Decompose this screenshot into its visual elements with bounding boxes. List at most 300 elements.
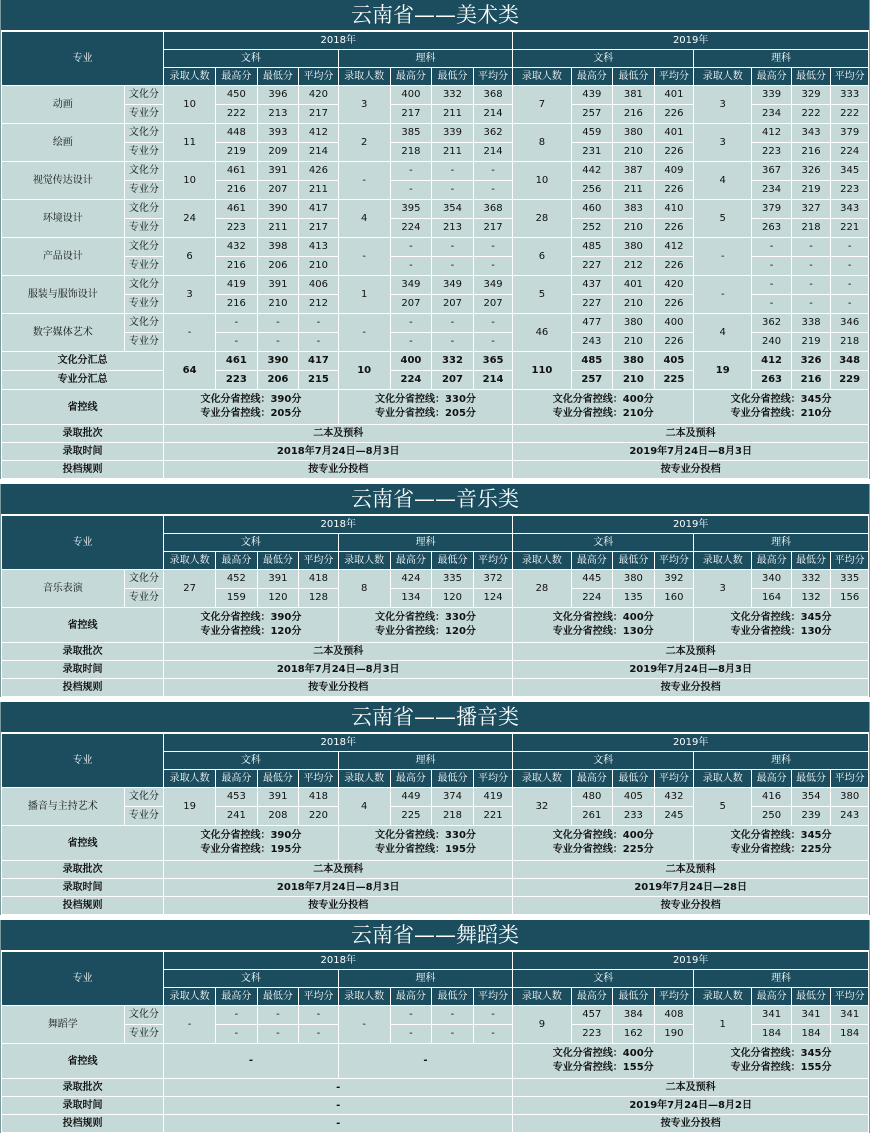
- year-header: 2018年: [164, 734, 513, 752]
- pro-score: 184: [831, 1025, 869, 1044]
- pro-score: 231: [571, 143, 613, 162]
- pro-score: 263: [752, 219, 791, 238]
- culture-score: -: [473, 238, 513, 257]
- culture-score: 326: [791, 162, 830, 181]
- track-header: 文科: [164, 970, 339, 988]
- culture-score: -: [390, 314, 432, 333]
- column-header: 平均分: [654, 552, 693, 570]
- pro-score: 120: [257, 589, 299, 608]
- pro-score: -: [831, 295, 869, 314]
- section-title: 云南省——播音类: [1, 702, 869, 733]
- control-line-text: 文化分省控线：330分: [375, 830, 476, 841]
- score-type-label: 文化分: [124, 200, 163, 219]
- admit-count: -: [694, 276, 752, 314]
- admit-count: -: [338, 314, 390, 352]
- pro-score: -: [257, 333, 299, 352]
- pro-score: 207: [257, 181, 299, 200]
- column-header: 最低分: [432, 770, 474, 788]
- score-type-label: 专业分: [124, 295, 163, 314]
- pro-score: 216: [791, 143, 830, 162]
- column-header: 最低分: [613, 68, 655, 86]
- column-header: 平均分: [654, 770, 693, 788]
- major-name: 环境设计: [2, 200, 125, 238]
- pro-score: 218: [432, 807, 474, 826]
- culture-score: 413: [299, 238, 338, 257]
- pro-score: 212: [299, 295, 338, 314]
- column-header: 最低分: [257, 988, 299, 1006]
- info-label: 投档规则: [2, 1115, 164, 1133]
- score-table: [1, 733, 869, 915]
- culture-score: 396: [257, 86, 299, 105]
- culture-score: -: [390, 162, 432, 181]
- summary-pro: 214: [473, 371, 513, 390]
- control-line-text: 文化分省控线：345分: [730, 612, 832, 623]
- score-type-label: 文化分: [124, 162, 163, 181]
- table-row: [2, 200, 869, 219]
- pro-score: 226: [654, 181, 693, 200]
- control-line-value: [164, 390, 339, 425]
- summary-culture: 348: [831, 352, 869, 371]
- year-header: 2019年: [513, 32, 869, 50]
- culture-score: 439: [571, 86, 613, 105]
- pro-score: 162: [613, 1025, 655, 1044]
- culture-score: 340: [752, 570, 791, 589]
- pro-score: -: [216, 1025, 258, 1044]
- culture-score: 341: [791, 1006, 830, 1025]
- score-type-label: 专业分: [124, 589, 163, 608]
- control-line-text: 专业分省控线：130分: [730, 626, 832, 637]
- pro-score: -: [473, 257, 513, 276]
- summary-culture: 365: [473, 352, 513, 371]
- culture-score: 338: [791, 314, 830, 333]
- column-header: 录取人数: [338, 770, 390, 788]
- pro-score: 135: [613, 589, 655, 608]
- pro-score: 261: [571, 807, 613, 826]
- pro-score: 219: [216, 143, 258, 162]
- score-type-label: 文化分: [124, 570, 163, 589]
- pro-score: 234: [752, 105, 791, 124]
- pro-score: 128: [299, 589, 338, 608]
- column-header: 录取人数: [338, 552, 390, 570]
- column-header: 最低分: [613, 552, 655, 570]
- section-2: [0, 702, 870, 915]
- pro-score: 210: [613, 295, 655, 314]
- pro-score: 221: [831, 219, 869, 238]
- pro-score: 218: [791, 219, 830, 238]
- control-line-label: 省控线: [2, 608, 164, 643]
- culture-score: 457: [571, 1006, 613, 1025]
- info-value: 二本及预科: [164, 643, 513, 661]
- column-header: 录取人数: [164, 770, 216, 788]
- pro-score: 190: [654, 1025, 693, 1044]
- pro-score: -: [432, 1025, 474, 1044]
- control-line-value: [513, 390, 694, 425]
- control-line-text: 专业分省控线：205分: [200, 408, 302, 419]
- section-title: 云南省——美术类: [1, 0, 869, 31]
- admit-count: 10: [513, 162, 571, 200]
- pro-score: -: [473, 333, 513, 352]
- culture-score: -: [216, 314, 258, 333]
- column-header: 最高分: [216, 552, 258, 570]
- section-1: [0, 484, 870, 697]
- pro-score: 218: [390, 143, 432, 162]
- pro-score: 217: [299, 105, 338, 124]
- culture-score: 362: [473, 124, 513, 143]
- track-header: 理科: [338, 752, 513, 770]
- culture-score: 437: [571, 276, 613, 295]
- column-header: 平均分: [831, 770, 869, 788]
- score-type-label: 文化分: [124, 238, 163, 257]
- pro-score: 210: [613, 333, 655, 352]
- culture-score: 372: [473, 570, 513, 589]
- pro-score: 217: [390, 105, 432, 124]
- info-value: 二本及预科: [513, 861, 869, 879]
- pro-score: 218: [831, 333, 869, 352]
- pro-score: -: [432, 333, 474, 352]
- track-header: 理科: [338, 50, 513, 68]
- culture-score: 442: [571, 162, 613, 181]
- admit-count: 27: [164, 570, 216, 608]
- column-header: 录取人数: [338, 68, 390, 86]
- pro-score: -: [473, 1025, 513, 1044]
- summary-label: 专业分汇总: [2, 371, 164, 390]
- culture-score: 341: [752, 1006, 791, 1025]
- pro-score: 211: [299, 181, 338, 200]
- section-3: [0, 920, 870, 1133]
- culture-score: -: [432, 238, 474, 257]
- control-line-text: 文化分省控线：345分: [730, 1048, 832, 1059]
- table-row: [2, 734, 869, 752]
- control-line-text: 文化分省控线：400分: [552, 1048, 654, 1059]
- culture-score: 448: [216, 124, 258, 143]
- info-label: 录取批次: [2, 425, 164, 443]
- summary-culture: 390: [257, 352, 299, 371]
- info-label: 录取时间: [2, 661, 164, 679]
- culture-score: 333: [831, 86, 869, 105]
- pro-score: 241: [216, 807, 258, 826]
- year-header: 2019年: [513, 734, 869, 752]
- admit-count: 7: [513, 86, 571, 124]
- info-label: 录取批次: [2, 1079, 164, 1097]
- score-type-label: 专业分: [124, 1025, 163, 1044]
- culture-score: 392: [654, 570, 693, 589]
- column-header: 最低分: [791, 770, 830, 788]
- major-name: 数字媒体艺术: [2, 314, 125, 352]
- table-row: [2, 425, 869, 443]
- culture-score: 401: [654, 86, 693, 105]
- column-header: 平均分: [831, 552, 869, 570]
- pro-score: 216: [216, 257, 258, 276]
- control-line-label: 省控线: [2, 1044, 164, 1079]
- column-header: 平均分: [831, 68, 869, 86]
- culture-score: 395: [390, 200, 432, 219]
- culture-score: 335: [831, 570, 869, 589]
- culture-score: 341: [831, 1006, 869, 1025]
- pro-score: -: [791, 257, 830, 276]
- summary-pro: 224: [390, 371, 432, 390]
- pro-score: 219: [791, 333, 830, 352]
- summary-culture: 400: [390, 352, 432, 371]
- control-line-text: 文化分省控线：330分: [375, 394, 476, 405]
- pro-score: -: [390, 257, 432, 276]
- culture-score: 419: [473, 788, 513, 807]
- major-header: 专业: [2, 734, 164, 788]
- admit-count: 6: [513, 238, 571, 276]
- culture-score: -: [299, 1006, 338, 1025]
- column-header: 录取人数: [164, 68, 216, 86]
- culture-score: 368: [473, 200, 513, 219]
- pro-score: 120: [432, 589, 474, 608]
- pro-score: 252: [571, 219, 613, 238]
- track-header: 理科: [694, 970, 869, 988]
- summary-culture: 405: [654, 352, 693, 371]
- culture-score: 417: [299, 200, 338, 219]
- summary-pro: 257: [571, 371, 613, 390]
- culture-score: 400: [390, 86, 432, 105]
- summary-pro: 225: [654, 371, 693, 390]
- column-header: 最高分: [571, 770, 613, 788]
- major-header: 专业: [2, 516, 164, 570]
- pro-score: 211: [257, 219, 299, 238]
- info-value: 二本及预科: [513, 643, 869, 661]
- culture-score: 380: [613, 124, 655, 143]
- admit-count: 5: [694, 788, 752, 826]
- pro-score: 132: [791, 589, 830, 608]
- admit-count: 10: [164, 162, 216, 200]
- culture-score: 387: [613, 162, 655, 181]
- admit-count: 32: [513, 788, 571, 826]
- culture-score: 419: [216, 276, 258, 295]
- control-line-value: [694, 826, 869, 861]
- culture-score: 410: [654, 200, 693, 219]
- culture-score: 406: [299, 276, 338, 295]
- pro-score: 227: [571, 295, 613, 314]
- summary-pro: 229: [831, 371, 869, 390]
- score-type-label: 专业分: [124, 257, 163, 276]
- culture-score: 449: [390, 788, 432, 807]
- admit-count: 19: [164, 788, 216, 826]
- pro-score: 217: [473, 219, 513, 238]
- table-row: [2, 952, 869, 970]
- major-header: 专业: [2, 952, 164, 1006]
- control-line-value: [164, 1044, 339, 1079]
- major-name: 音乐表演: [2, 570, 125, 608]
- column-header: 最低分: [432, 552, 474, 570]
- admit-count: -: [164, 1006, 216, 1044]
- culture-score: 412: [299, 124, 338, 143]
- track-header: 理科: [338, 970, 513, 988]
- culture-score: -: [432, 1006, 474, 1025]
- year-header: 2019年: [513, 516, 869, 534]
- info-value: 二本及预科: [513, 425, 869, 443]
- pro-score: 240: [752, 333, 791, 352]
- admit-count: 4: [338, 788, 390, 826]
- info-value: 二本及预科: [164, 425, 513, 443]
- table-row: [2, 861, 869, 879]
- culture-score: -: [432, 162, 474, 181]
- pro-score: 216: [613, 105, 655, 124]
- summary-pro: 207: [432, 371, 474, 390]
- info-value: -: [164, 1079, 513, 1097]
- culture-score: 383: [613, 200, 655, 219]
- control-line-value: [513, 1044, 694, 1079]
- pro-score: 214: [473, 143, 513, 162]
- culture-score: 460: [571, 200, 613, 219]
- admit-count: -: [694, 238, 752, 276]
- pro-score: 210: [613, 219, 655, 238]
- column-header: 最高分: [390, 988, 432, 1006]
- pro-score: -: [299, 333, 338, 352]
- pro-score: 221: [473, 807, 513, 826]
- pro-score: -: [473, 181, 513, 200]
- major-name: 播音与主持艺术: [2, 788, 125, 826]
- culture-score: 391: [257, 276, 299, 295]
- culture-score: 368: [473, 86, 513, 105]
- table-row: [2, 86, 869, 105]
- summary-count: 10: [338, 352, 390, 390]
- culture-score: 405: [613, 788, 655, 807]
- column-header: 最高分: [571, 68, 613, 86]
- info-label: 投档规则: [2, 679, 164, 697]
- column-header: 最低分: [791, 68, 830, 86]
- table-row: [2, 1044, 869, 1079]
- culture-score: 453: [216, 788, 258, 807]
- table-row: [2, 643, 869, 661]
- admit-count: 3: [694, 570, 752, 608]
- score-type-label: 专业分: [124, 807, 163, 826]
- admit-count: 6: [164, 238, 216, 276]
- control-line-text: 专业分省控线：155分: [730, 1062, 832, 1073]
- info-value: 2018年7月24日—8月3日: [164, 661, 513, 679]
- culture-score: 393: [257, 124, 299, 143]
- pro-score: 217: [299, 219, 338, 238]
- pro-score: 225: [390, 807, 432, 826]
- control-line-text: 专业分省控线：155分: [552, 1062, 654, 1073]
- culture-score: 412: [654, 238, 693, 257]
- control-line-value: [513, 608, 694, 643]
- column-header: 录取人数: [694, 770, 752, 788]
- table-row: [2, 661, 869, 679]
- culture-score: 346: [831, 314, 869, 333]
- info-value: -: [164, 1097, 513, 1115]
- control-line-value: [338, 390, 513, 425]
- pro-score: 214: [299, 143, 338, 162]
- culture-score: 362: [752, 314, 791, 333]
- pro-score: 211: [613, 181, 655, 200]
- culture-score: 461: [216, 200, 258, 219]
- culture-score: -: [791, 238, 830, 257]
- culture-score: 380: [613, 238, 655, 257]
- pro-score: 239: [791, 807, 830, 826]
- column-header: 最低分: [432, 68, 474, 86]
- culture-score: 391: [257, 788, 299, 807]
- info-value: 按专业分投档: [513, 1115, 869, 1133]
- culture-score: 339: [752, 86, 791, 105]
- pro-score: 223: [216, 219, 258, 238]
- column-header: 平均分: [654, 988, 693, 1006]
- section-0: [0, 0, 870, 479]
- control-line-text: 专业分省控线：130分: [552, 626, 654, 637]
- control-line-value: [338, 608, 513, 643]
- culture-score: -: [257, 1006, 299, 1025]
- score-type-label: 文化分: [124, 1006, 163, 1025]
- pro-score: 214: [473, 105, 513, 124]
- table-row: [2, 390, 869, 425]
- column-header: 最高分: [752, 68, 791, 86]
- culture-score: 409: [654, 162, 693, 181]
- column-header: 最高分: [752, 988, 791, 1006]
- pro-score: 211: [432, 105, 474, 124]
- pro-score: 207: [432, 295, 474, 314]
- pro-score: 224: [831, 143, 869, 162]
- culture-score: -: [432, 314, 474, 333]
- pro-score: -: [390, 1025, 432, 1044]
- summary-culture: 461: [216, 352, 258, 371]
- culture-score: 408: [654, 1006, 693, 1025]
- column-header: 录取人数: [694, 552, 752, 570]
- summary-pro: 206: [257, 371, 299, 390]
- culture-score: 381: [613, 86, 655, 105]
- summary-count: 110: [513, 352, 571, 390]
- pro-score: -: [791, 295, 830, 314]
- summary-pro: 216: [791, 371, 830, 390]
- summary-culture: 380: [613, 352, 655, 371]
- pro-score: 245: [654, 807, 693, 826]
- culture-score: -: [390, 238, 432, 257]
- column-header: 录取人数: [338, 988, 390, 1006]
- control-line-value: [338, 1044, 513, 1079]
- info-value: 按专业分投档: [164, 897, 513, 915]
- culture-score: 432: [216, 238, 258, 257]
- admit-count: 4: [694, 314, 752, 352]
- column-header: 平均分: [473, 988, 513, 1006]
- score-type-label: 文化分: [124, 86, 163, 105]
- pro-score: 226: [654, 219, 693, 238]
- column-header: 最高分: [390, 552, 432, 570]
- column-header: 最高分: [216, 988, 258, 1006]
- score-type-label: 专业分: [124, 143, 163, 162]
- score-type-label: 文化分: [124, 124, 163, 143]
- culture-score: 354: [432, 200, 474, 219]
- info-value: 按专业分投档: [164, 679, 513, 697]
- admit-count: 28: [513, 570, 571, 608]
- culture-score: 374: [432, 788, 474, 807]
- pro-score: 216: [216, 181, 258, 200]
- track-header: 文科: [513, 752, 694, 770]
- info-value: 按专业分投档: [164, 461, 513, 479]
- summary-count: 19: [694, 352, 752, 390]
- control-line-value: [694, 1044, 869, 1079]
- culture-score: 401: [613, 276, 655, 295]
- culture-score: 332: [791, 570, 830, 589]
- pro-score: 223: [571, 1025, 613, 1044]
- column-header: 最低分: [257, 770, 299, 788]
- track-header: 文科: [164, 752, 339, 770]
- pro-score: 223: [831, 181, 869, 200]
- culture-score: -: [831, 238, 869, 257]
- info-label: 录取时间: [2, 1097, 164, 1115]
- score-type-label: 文化分: [124, 788, 163, 807]
- culture-score: -: [299, 314, 338, 333]
- control-line-value: [338, 826, 513, 861]
- control-line-text: 文化分省控线：345分: [730, 394, 832, 405]
- culture-score: 416: [752, 788, 791, 807]
- column-header: 录取人数: [694, 988, 752, 1006]
- pro-score: 224: [390, 219, 432, 238]
- control-line-text: 专业分省控线：120分: [375, 626, 476, 637]
- control-line-text: -: [423, 1055, 428, 1066]
- control-line-text: 专业分省控线：205分: [375, 408, 476, 419]
